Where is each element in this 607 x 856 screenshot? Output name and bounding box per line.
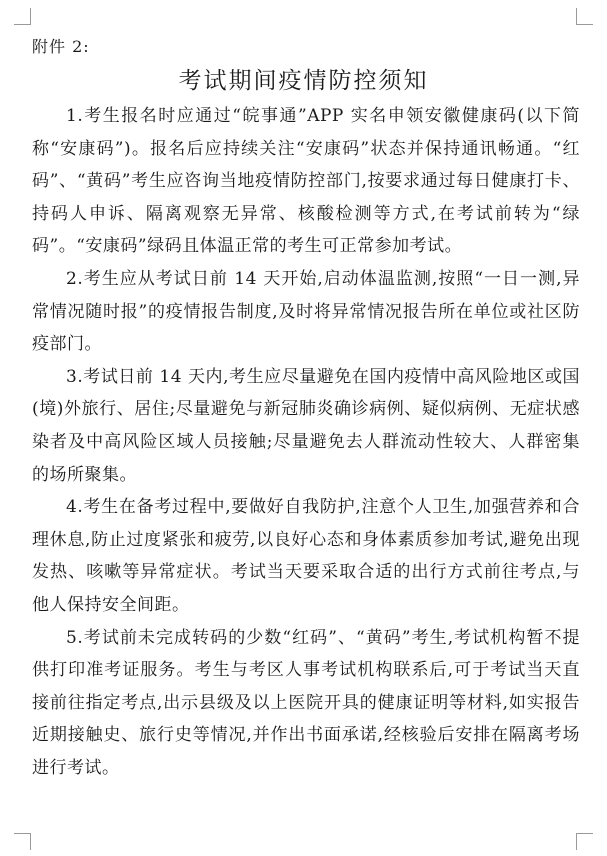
attachment-label: 附件 2:	[32, 37, 90, 56]
document-body	[32, 100, 580, 784]
crop-mark-top-left	[14, 8, 31, 25]
crop-mark-bottom-right	[576, 833, 593, 850]
paragraph-5: 5.考试前未完成转码的少数“红码”、“黄码”考生,考试机构暂不提供打印准考证服务。考生与考区人事考试机构联系后,可于考试当天直接前往指定考点,出示县级及以上医院开具的健康证明等材料,如实报告近期接触史、旅行史等情况,并作出书面承诺,经核验后安排在隔离考场进行考试。	[32, 627, 580, 778]
paragraph-4: 4.考生在备考过程中,要做好自我防护,注意个人卫生,加强营养和合理休息,防止过度紧张和疲劳,以良好心态和身体素质参加考试,避免出现发热、咳嗽等异常症状。考试当天要采取合适的出行方式前往考点,与他人保持安全间距。	[32, 497, 580, 615]
crop-mark-bottom-left	[14, 833, 31, 850]
paragraph-1: 1.考生报名时应通过“皖事通”APP 实名申领安徽健康码(以下简称“安康码”)。报名后应持续关注“安康码”状态并保持通讯畅通。“红码”、“黄码”考生应咨询当地疫情防控部门,按要求通过每日健康打卡、持码人申诉、隔离观察无异常、核酸检测等方式,在考试前转为“绿码”。“安康码”绿码且体温正常的考生可正常参加考试。	[32, 106, 580, 257]
paragraph-2: 2.考生应从考试日前 14 天开始,启动体温监测,按照“一日一测,异常情况随时报”的疫情报告制度,及时将异常情况报告所在单位或社区防疫部门。	[32, 268, 580, 355]
document-title: 考试期间疫情防控须知	[178, 68, 429, 94]
crop-mark-top-right	[576, 8, 593, 25]
paragraph-3: 3.考试日前 14 天内,考生应尽量避免在国内疫情中高风险地区或国(境)外旅行、居住;尽量避免与新冠肺炎确诊病例、疑似病例、无症状感染者及中高风险区域人员接触;尽量避免去人群流动性较大、人群密集的场所聚集。	[32, 366, 580, 485]
